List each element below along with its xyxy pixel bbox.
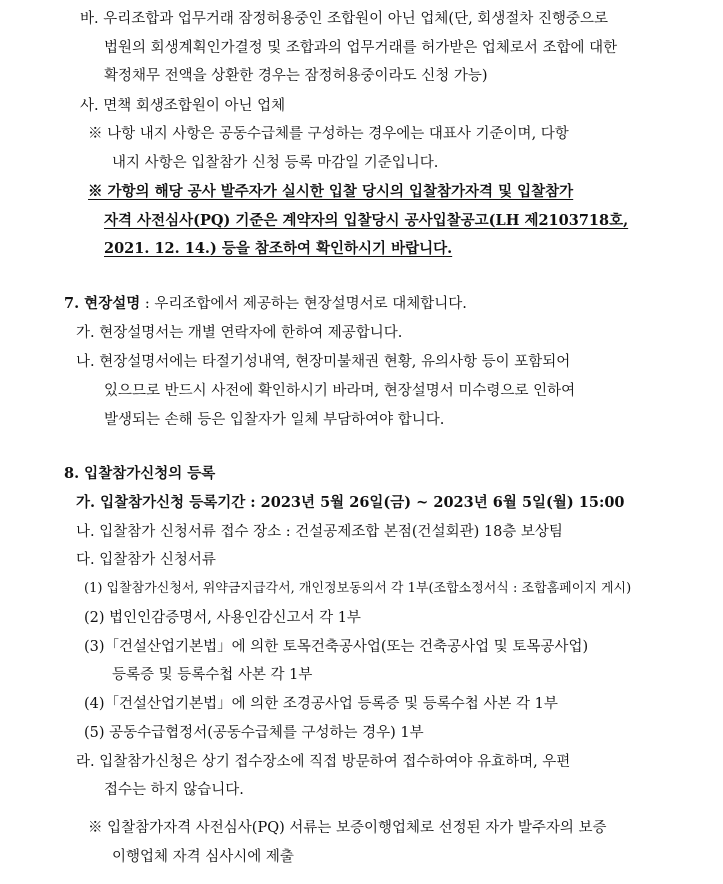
section7-na-line2: 있으므로 반드시 사전에 확인하시기 바라며, 현장설명서 미수령으로 인하여 <box>104 383 576 399</box>
note2-line3: 2021. 12. 14.) 등을 참조하여 확인하시기 바랍니다. <box>104 240 453 257</box>
section7-heading-desc: : 우리조합에서 제공하는 현장설명서로 대체합니다. <box>140 296 467 312</box>
section8-na: 나. 입찰참가 신청서류 접수 장소 : 건설공제조합 본점(건설회관) 18층 보상팀 <box>76 524 563 540</box>
section7-heading-title: 7. 현장설명 <box>64 295 141 312</box>
note2-line2: 자격 사전심사(PQ) 기준은 계약자의 입찰당시 공사입찰공고(LH 제2103718호, <box>104 212 629 229</box>
section8-da: 다. 입찰참가 신청서류 <box>76 552 216 568</box>
section7-na-line3: 발생되는 손해 등은 입찰자가 일체 부담하여야 합니다. <box>104 412 445 428</box>
section8-ra-line1: 라. 입찰참가신청은 상기 접수장소에 직접 방문하여 접수하여야 유효하며, 우편 <box>76 754 571 770</box>
section8-item1: (1) 입찰참가신청서, 위약금지급각서, 개인정보동의서 각 1부(조합소정서식 : 조합홈페이지 게시) <box>84 581 632 596</box>
section-ba-line3: 확정채무 전액을 상환한 경우는 잠정허용중이라도 신청 가능) <box>104 68 488 84</box>
section-ba-line1: 바. 우리조합과 업무거래 잠정허용중인 조합원이 아닌 업체(단, 회생절차 진행중으로 <box>80 11 608 27</box>
section7-na-line1: 나. 현장설명서에는 타절기성내역, 현장미불채권 현황, 유의사항 등이 포함되어 <box>76 354 571 370</box>
section8-ra-line2: 접수는 하지 않습니다. <box>104 782 244 798</box>
section8-note-line1: ※ 입찰참가자격 사전심사(PQ) 서류는 보증이행업체로 선정된 자가 발주자의 보증 <box>88 820 607 836</box>
section-sa-line1: 사. 면책 회생조합원이 아닌 업체 <box>80 98 286 114</box>
section8-ga: 가. 입찰참가신청 등록기간 : 2023년 5월 26일(금) ~ 2023년 6월 5일(월) 15:00 <box>76 494 625 511</box>
section8-item5: (5) 공동수급협정서(공동수급체를 구성하는 경우) 1부 <box>84 725 424 741</box>
section8-item3-line1: (3)「건설산업기본법」에 의한 토목건축공사업(또는 건축공사업 및 토목공사업) <box>84 639 589 655</box>
section7-heading <box>64 294 467 314</box>
note1-line2: 내지 사항은 입찰참가 신청 등록 마감일 기준입니다. <box>112 155 439 171</box>
section8-note-line2: 이행업체 자격 심사시에 제출 <box>112 849 294 865</box>
note2-line1: ※ 가항의 해당 공사 발주자가 실시한 입찰 당시의 입찰참가자격 및 입찰참가 <box>88 183 574 200</box>
section-ba-line2: 법원의 회생계획인가결정 및 조합과의 업무거래를 허가받은 업체로서 조합에 대한 <box>104 40 618 56</box>
section8-item4: (4)「건설산업기본법」에 의한 조경공사업 등록증 및 등록수첩 사본 각 1부 <box>84 696 558 712</box>
section8-heading: 8. 입찰참가신청의 등록 <box>64 465 216 482</box>
note1-line1: ※ 나항 내지 사항은 공동수급체를 구성하는 경우에는 대표사 기준이며, 다항 <box>88 126 569 142</box>
section8-item3-line2: 등록증 및 등록수첩 사본 각 1부 <box>112 667 313 683</box>
section7-ga: 가. 현장설명서는 개별 연락자에 한하여 제공합니다. <box>76 325 403 341</box>
section8-item2: (2) 법인인감증명서, 사용인감신고서 각 1부 <box>84 610 361 626</box>
